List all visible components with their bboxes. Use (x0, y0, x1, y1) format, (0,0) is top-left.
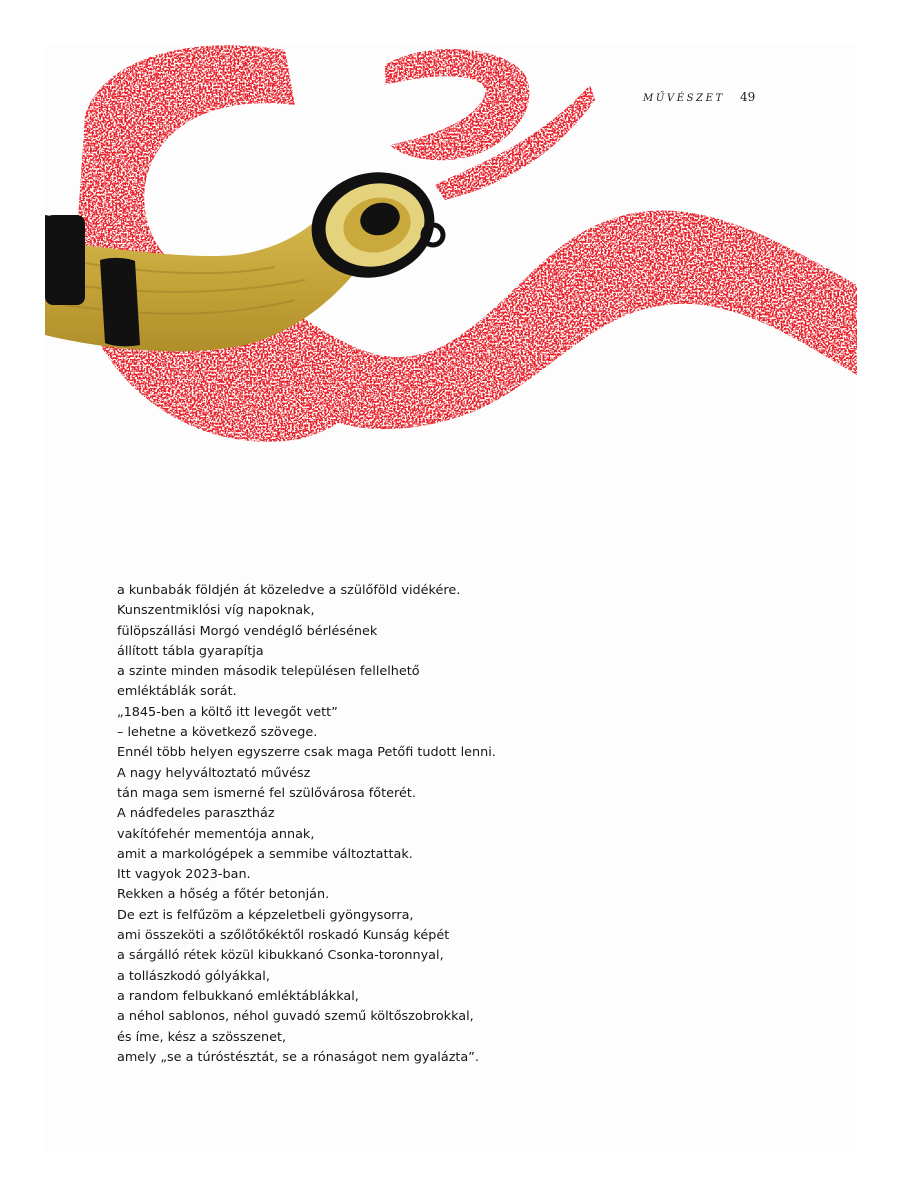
poem-line: Ennél több helyen egyszerre csak maga Petőfi tudott lenni. (117, 745, 496, 761)
poem-line: amit a markológépek a semmibe változtattak. (117, 846, 413, 862)
page-number: 49 (739, 90, 756, 104)
poem-line: a random felbukkanó emléktáblákkal, (117, 988, 359, 1004)
poem-line: a sárgálló rétek közül kibukkanó Csonka-toronnyal, (117, 948, 444, 964)
poem-line: De ezt is felfűzöm a képzeletbeli gyöngysorra, (117, 907, 414, 923)
poem-line: és íme, kész a szösszenet, (117, 1029, 287, 1045)
red-band-graphic (75, 45, 857, 442)
poem-line: fülöpszállási Morgó vendéglő bérlésének (117, 623, 378, 639)
poem-line: a kunbabák földjén át közeledve a szülőföld vidékére. (117, 583, 461, 598)
poem-line: A nagy helyváltoztató művész (117, 765, 311, 781)
running-head (643, 90, 823, 104)
poem-line: – lehetne a következő szövege. (117, 725, 318, 741)
poem-line: tán maga sem ismerné fel szülővárosa főterét. (117, 785, 416, 801)
poem-line: a tollászkodó gólyákkal, (117, 968, 270, 984)
poem-line: emléktáblák sorát. (117, 684, 237, 700)
section-label: MŰVÉSZET (643, 93, 725, 104)
horn-illustration (45, 45, 857, 455)
poem-line: amely „se a túróstésztát, se a rónaságot nem gyalázta”. (117, 1049, 479, 1065)
poem-line: ami összeköti a szőlőtőkéktől roskadó Kunság képét (117, 928, 450, 944)
poem-line: vakítófehér mementója annak, (117, 826, 315, 842)
magazine-page (45, 45, 857, 1150)
poem-line: a szinte minden második településen fellelhető (117, 664, 420, 680)
poem-text (117, 581, 757, 1068)
poem-line: Rekken a hőség a főtér betonján. (117, 887, 330, 903)
poem-line: A nádfedeles parasztház (117, 806, 275, 822)
poem-line: a néhol sablonos, néhol guvadó szemű költőszobrokkal, (117, 1009, 474, 1025)
poem-line: állított tábla gyarapítja (117, 643, 264, 659)
poem-line: „1845-ben a költő itt levegőt vett” (117, 704, 338, 720)
poem-line: Itt vagyok 2023-ban. (117, 867, 251, 883)
poem-line: Kunszentmiklósi víg napoknak, (117, 603, 315, 619)
